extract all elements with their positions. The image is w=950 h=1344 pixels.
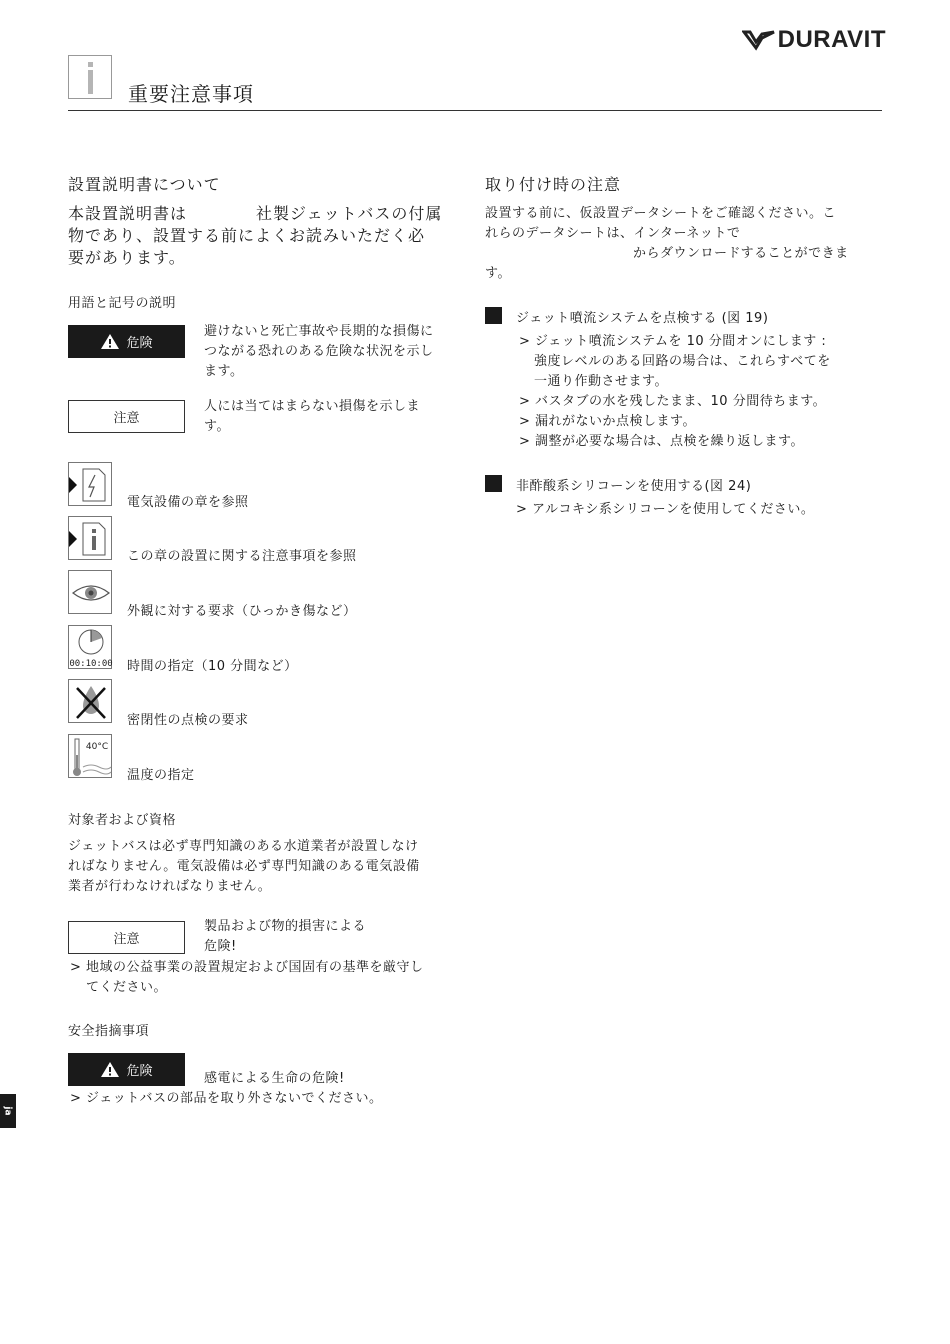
step1-bullet-cont: 強度レベルのある回路の場合は、これらすべてを (534, 354, 831, 369)
qualification-text (68, 837, 468, 897)
caution2-bullet: > 地域の公益事業の設置規定および国固有の基準を厳守し (70, 960, 424, 975)
danger2-description: 感電による生命の危険! (204, 1071, 345, 1086)
symbol-label: 電気設備の章を参照 (127, 495, 249, 510)
info-icon (68, 55, 112, 99)
install-line: 設置する前に、仮設置データシートをご確認ください。こ (485, 206, 837, 221)
safety-heading: 安全指摘事項 (68, 1024, 150, 1039)
caution2-desc-line: 危険! (204, 939, 237, 954)
install-line: れらのデータシートは、インターネットで (485, 226, 741, 241)
intro-line1b: 社製ジェットバスの付属 (256, 204, 443, 223)
caution-label: 注意 (113, 411, 140, 426)
logo-text: DURAVIT (777, 26, 886, 53)
caution-desc-line: 人には当てはまらない損傷を示しま (204, 399, 421, 414)
step1-bullets (519, 332, 831, 452)
info-reference-icon (68, 516, 112, 560)
qualification-line: 業者が行わなければなりません。 (68, 879, 272, 894)
duravit-mark-icon (742, 28, 776, 52)
caution2-label-box (68, 921, 185, 954)
danger-description (204, 322, 464, 382)
step1-title: ジェット噴流システムを点検する (図 19) (516, 311, 769, 326)
install-line: す。 (485, 266, 511, 281)
intro-line1: 本設置説明書は (68, 204, 188, 223)
danger-desc-line: つながる恐れのある危険な状況を示し (204, 344, 434, 359)
leak-check-icon (68, 679, 112, 723)
caution-label-box (68, 400, 185, 433)
symbol-label: 外観に対する要求（ひっかき傷など） (127, 604, 357, 619)
install-line: からダウンロードすることができま (633, 246, 849, 261)
danger2-label: 危険 (126, 1064, 153, 1079)
warning-triangle-icon (100, 333, 120, 350)
caution2-label: 注意 (113, 932, 140, 947)
about-heading: 設置説明書について (68, 175, 221, 194)
danger2-bullet: > ジェットバスの部品を取り外さないでください。 (70, 1091, 383, 1106)
symbol-label: この章の設置に関する注意事項を参照 (127, 549, 357, 564)
electrical-reference-icon (68, 462, 112, 506)
step1-bullet: > バスタブの水を残したまま、10 分間待ちます。 (519, 394, 827, 409)
warning-triangle-icon (100, 1061, 120, 1078)
caution-desc-line: す。 (204, 419, 230, 434)
qualification-heading: 対象者および資格 (68, 813, 177, 828)
danger-desc-line: 避けないと死亡事故や長期的な損傷に (204, 324, 434, 339)
intro-line2: 物であり、設置する前によくお読みいただく必 (68, 226, 426, 245)
eye-icon (68, 570, 112, 614)
step2-bullet: > アルコキシ系シリコーンを使用してください。 (516, 502, 815, 517)
caution2-desc-line: 製品および物的損害による (204, 919, 367, 934)
symbol-label: 温度の指定 (127, 768, 195, 783)
qualification-line: ジェットバスは必ず専門知識のある水道業者が設置しなけ (68, 839, 419, 854)
header-rule (68, 110, 882, 111)
qualification-line: ればなりません。電気設備は必ず専門知識のある電気設備 (68, 859, 420, 874)
danger2-label-box (68, 1053, 185, 1086)
install-text (485, 204, 885, 284)
symbol-label: 密閉性の点検の要求 (127, 713, 249, 728)
intro-text (68, 203, 460, 269)
danger-label-box (68, 325, 185, 358)
step-marker (485, 307, 502, 324)
step-marker (485, 475, 502, 492)
caution2-bullets (70, 958, 470, 998)
danger-label: 危険 (126, 336, 153, 351)
language-tab (0, 1094, 16, 1128)
page-title: 重要注意事項 (128, 82, 254, 106)
symbol-label: 時間の指定（10 分間など） (127, 659, 298, 674)
intro-line3: 要があります。 (68, 248, 186, 267)
caution-description (204, 397, 464, 437)
step2-title: 非酢酸系シリコーンを使用する(図 24) (516, 479, 752, 494)
caution2-description (204, 917, 464, 957)
thermometer-icon (68, 734, 112, 778)
clock-icon (68, 625, 112, 669)
step1-bullet: > 漏れがないか点検します。 (519, 414, 696, 429)
step1-bullet: > ジェット噴流システムを 10 分間オンにします : (519, 334, 827, 349)
danger-desc-line: ます。 (204, 364, 244, 379)
terms-heading: 用語と記号の説明 (68, 296, 177, 311)
step1-bullet-cont: 一通り作動させます。 (534, 374, 668, 389)
temperature-text: 40°C (85, 742, 109, 752)
step1-bullet: > 調整が必要な場合は、点検を繰り返します。 (519, 434, 804, 449)
clock-time-text: 00:10:00 (69, 659, 113, 669)
duravit-logo (742, 26, 886, 54)
install-heading: 取り付け時の注意 (485, 175, 622, 194)
language-code: ja (2, 1106, 13, 1116)
caution2-bullet-cont: てください。 (86, 980, 168, 995)
